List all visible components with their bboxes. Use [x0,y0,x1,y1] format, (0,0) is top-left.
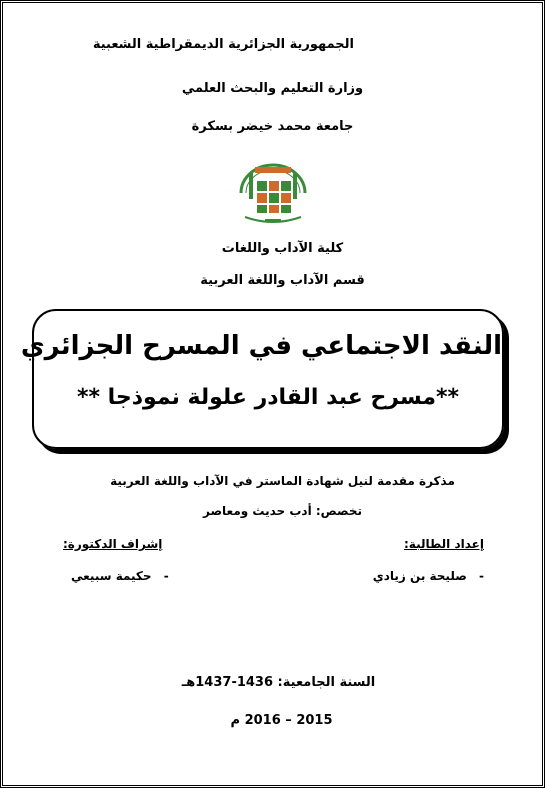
department-name: قسم الآداب واللغة العربية [200,273,365,288]
university-heading: جامعة محمد خيضر بسكرة [191,119,354,134]
supervisor-name-row [71,569,169,583]
thesis-title: النقد الاجتماعي في المسرح الجزائري [20,331,502,361]
faculty-name: كلية الآداب واللغات [221,241,344,256]
student-name-row [373,569,484,583]
specialty: تخصص: أدب حديث ومعاصر [202,504,363,518]
student-name: صليحة بن زيادي [372,569,467,583]
supervisor-name: حكيمة سبيعي [71,569,152,583]
thesis-subtitle: **مسرح عبد القادر علولة نموذجا ** [76,385,460,410]
academic-year-gregorian: 2015 – 2016 م [230,713,333,728]
university-logo-icon [235,163,311,227]
republic-heading: الجمهورية الجزائرية الديمقراطية الشعبية [92,37,354,52]
supervisor-dash: - [163,569,169,583]
academic-year-hijri: السنة الجامعية: 1436-1437هـ [181,675,376,690]
supervisor-label: إشراف الدكتورة: [63,537,163,551]
ministry-heading: وزارة التعليم والبحث العلمي [181,81,364,96]
student-dash: - [479,569,484,583]
title-box [20,309,504,449]
student-label: إعداد الطالبة: [404,537,484,551]
memo-description: مذكرة مقدمة لنيل شهادة الماستر في الآداب واللغة العربية [110,474,455,488]
